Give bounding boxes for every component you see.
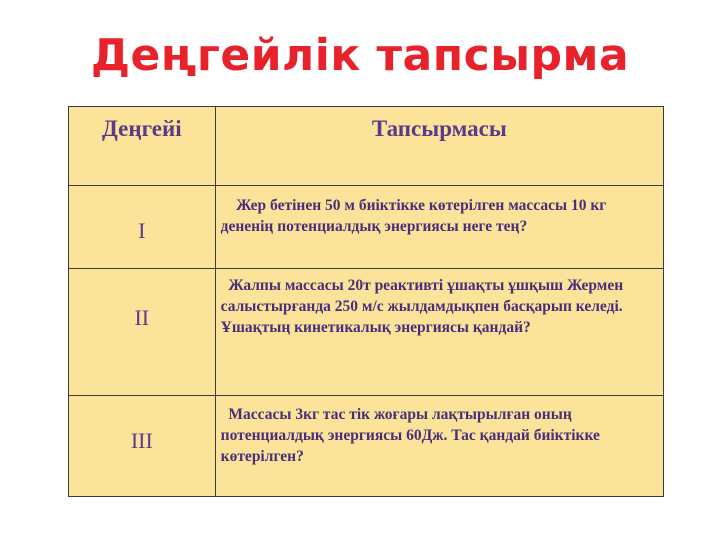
level-label: II (134, 305, 150, 330)
slide-title: Деңгейлік тапсырма (90, 30, 630, 81)
header-cell-level (69, 107, 216, 186)
task-table (68, 106, 664, 497)
level-cell (69, 396, 216, 497)
table-header-row (69, 107, 664, 186)
level-label: III (130, 428, 153, 453)
table-row (69, 396, 664, 497)
level-label: I (138, 218, 146, 243)
level-cell (69, 269, 216, 396)
header-task-label: Тапсырмасы (371, 116, 507, 141)
task-text: Жер бетінен 50 м биіктікке көтерілген массасы 10 кг дененің потенциалдық энергиясы неге тең? (220, 197, 611, 235)
table-row (69, 186, 664, 269)
table-row (69, 269, 664, 396)
task-cell (215, 269, 663, 396)
task-text: Массасы 3кг тас тік жоғары лақтырылған оның потенциалдық энергиясы 60Дж. Тас қандай биіктікке көтерілген? (220, 406, 604, 465)
task-text: Жалпы массасы 20т реактивті ұшақты ұшқыш Жермен салыстырғанда 250 м/с жылдамдықпен басқарып келеді. Ұшақтың кинетикалық энергиясы қандай? (220, 277, 628, 336)
task-cell (215, 186, 663, 269)
task-cell (215, 396, 663, 497)
header-cell-task (215, 107, 663, 186)
level-cell (69, 186, 216, 269)
header-level-label: Деңгейі (102, 116, 182, 141)
